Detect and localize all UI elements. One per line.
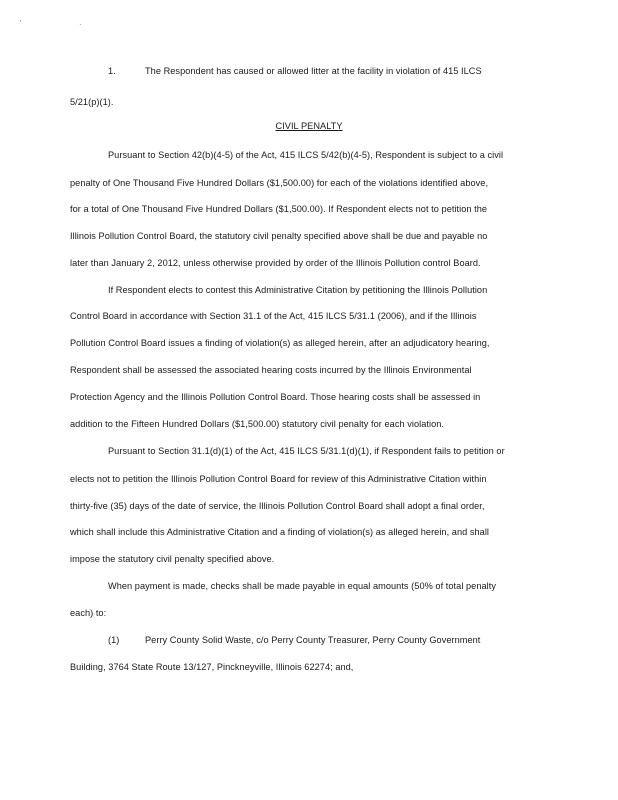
para3-line-4: which shall include this Administrative Citation and a finding of violation(s) as alleged herein, and shall: [70, 527, 490, 537]
para2-line-5: Protection Agency and the Illinois Pollution Control Board. Those hearing costs shall be assessed in: [70, 392, 481, 402]
para1-line-5: later than January 2, 2012, unless otherwise provided by order of the Illinois Pollution control Board.: [70, 258, 481, 268]
para2-line-3: Pollution Control Board issues a finding of violation(s) as alleged herein, after an adjudicatory hearing,: [70, 338, 490, 348]
item-1-number: 1.: [108, 66, 116, 76]
item-1-text-line-2: 5/21(p)(1).: [70, 97, 114, 107]
para2-line-1: If Respondent elects to contest this Administrative Citation by petitioning the Illinois Pollution: [108, 285, 488, 295]
scan-specks: ' .: [20, 20, 110, 27]
para3-line-3: thirty-five (35) days of the date of service, the Illinois Pollution Control Board shall adopt a final order,: [70, 501, 485, 511]
para1-line-4: Illinois Pollution Control Board, the statutory civil penalty specified above shall be due and payable no: [70, 231, 488, 241]
payee-1-text-line-2: Building, 3764 State Route 13/127, Pinckneyville, Illinois 62274; and,: [70, 662, 354, 672]
para3-line-2: elects not to petition the Illinois Pollution Control Board for review of this Administrative Citation within: [70, 474, 487, 484]
civil-penalty-heading: CIVIL PENALTY: [275, 121, 343, 131]
para4-line-2: each) to:: [70, 608, 107, 618]
para1-line-3: for a total of One Thousand Five Hundred Dollars ($1,500.00). If Respondent elects not to petition the: [70, 204, 488, 214]
para3-line-1: Pursuant to Section 31.1(d)(1) of the Act, 415 ILCS 5/31.1(d)(1), if Respondent fails to petition or: [108, 446, 505, 456]
para4-line-1: When payment is made, checks shall be made payable in equal amounts (50% of total penalty: [108, 581, 496, 591]
para3-line-5: impose the statutory civil penalty specified above.: [70, 554, 275, 564]
item-1-text-line-1: The Respondent has caused or allowed litter at the facility in violation of 415 ILCS: [145, 66, 482, 76]
payee-1-text-line-1: Perry County Solid Waste, c/o Perry County Treasurer, Perry County Government: [145, 635, 481, 645]
para2-line-4: Respondent shall be assessed the associated hearing costs incurred by the Illinois Environmental: [70, 365, 472, 375]
para2-line-6: addition to the Fifteen Hundred Dollars ($1,500.00) statutory civil penalty for each violation.: [70, 419, 444, 429]
para1-line-2: penalty of One Thousand Five Hundred Dollars ($1,500.00) for each of the violations identified above,: [70, 178, 489, 188]
para2-line-2: Control Board in accordance with Section 31.1 of the Act, 415 ILCS 5/31.1 (2006), and if the Illinois: [70, 311, 477, 321]
para1-line-1: Pursuant to Section 42(b)(4-5) of the Act, 415 ILCS 5/42(b)(4-5), Respondent is subject to a civil: [108, 150, 504, 160]
payee-1-number: (1): [108, 635, 120, 645]
